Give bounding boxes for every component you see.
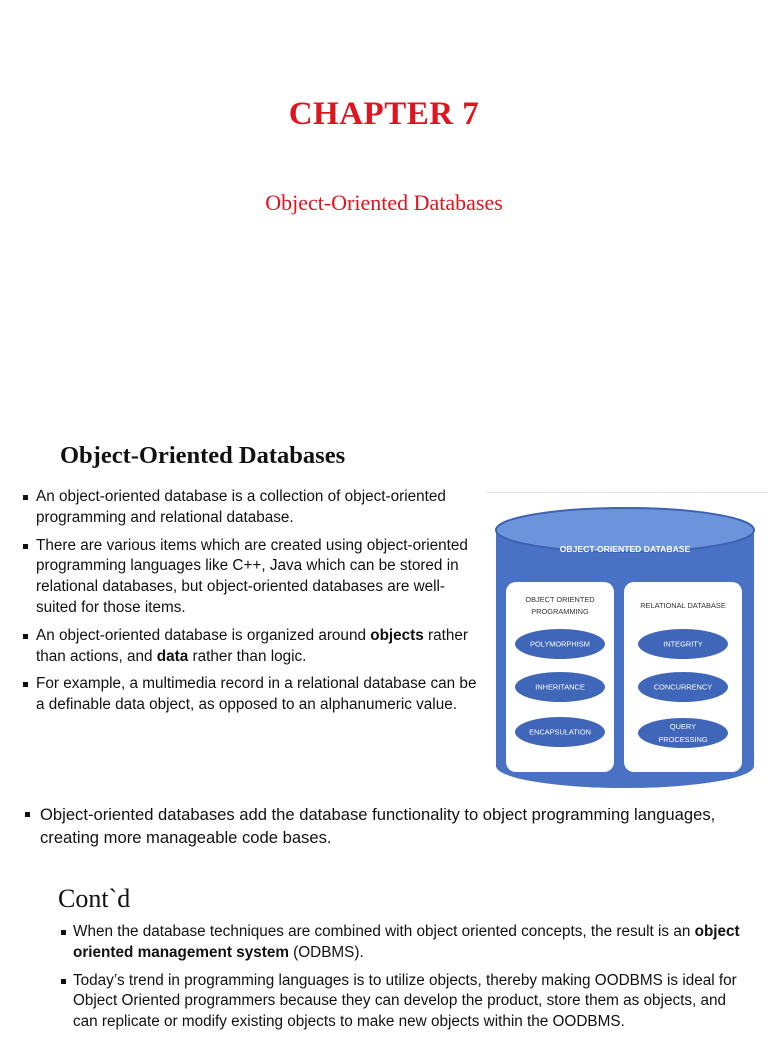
right-panel-header: [640, 601, 726, 610]
bullet-text: (ODBMS).: [288, 943, 364, 961]
footer-bullet: Object-oriented databases add the database functionality to object programming languages, creating more manageable code bases.: [22, 803, 752, 849]
bullet-text: Today’s trend in programming languages is to utilize objects, thereby making OODBMS is ideal for Object Oriented programmers because they can develop the product, store them as objects, and can replicate or modify existing objects to make new objects within the OODBMS.: [73, 971, 737, 1031]
concept-label-line: INHERITANCE: [535, 682, 585, 692]
concept-label: [654, 683, 712, 692]
right-pill-group: [638, 629, 728, 748]
bold-term: object oriented management system: [73, 923, 740, 961]
bullet-item: [22, 536, 482, 619]
slide-title-contd: Cont`d: [58, 884, 131, 913]
header-line: OBJECT ORIENTED: [525, 595, 595, 604]
concept-label: [530, 640, 590, 649]
diagram-title: OBJECT-ORIENTED DATABASE: [559, 544, 691, 554]
concept-label-line: INTEGRITY: [663, 639, 703, 649]
bullet-item: [22, 674, 482, 716]
left-pill-group: [515, 629, 605, 747]
bullet-text: An object-oriented database is a collection of object-oriented programming and relational database.: [36, 488, 446, 526]
chapter-title: CHAPTER 7: [288, 96, 480, 132]
concept-label: [529, 728, 591, 737]
header-line: RELATIONAL DATABASE: [640, 601, 726, 610]
concept-label-line: ENCAPSULATION: [529, 727, 591, 737]
slide-title: Object-Oriented Databases: [60, 442, 346, 469]
concept-label-line: POLYMORPHISM: [530, 639, 590, 649]
bullet-text: rather than actions, and: [36, 626, 468, 665]
bullet-item: [60, 922, 750, 964]
chapter-subtitle: Object-Oriented Databases: [265, 190, 503, 215]
bold-term: data: [156, 647, 189, 665]
bullet-list-contd: [60, 922, 750, 1040]
concept-label: [535, 683, 585, 692]
concept-label-line: CONCURRENCY: [653, 682, 713, 692]
bullet-item: [22, 626, 482, 668]
bullet-list: [22, 487, 482, 723]
bullet-text: When the database techniques are combined with object oriented concepts, the result is an: [73, 923, 695, 940]
concept-label: [663, 640, 702, 649]
bold-term: objects: [370, 626, 424, 644]
bullet-text: For example, a multimedia record in a relational database can be a definable data object, as opposed to an alphanumeric value.: [36, 675, 477, 714]
concept-label-line: PROCESSING: [658, 735, 708, 745]
concept-label-line: QUERY: [669, 722, 697, 732]
bullet-text: There are various items which are created using object-oriented programming languages like C++, Java which can be stored in relational databases, but object-oriented databases are well-suited for those items.: [36, 536, 468, 616]
bullet-text: An object-oriented database is organized around: [36, 626, 371, 644]
diagram-divider: [486, 492, 768, 493]
bullet-text: rather than logic.: [188, 647, 307, 665]
header-line: PROGRAMMING: [531, 607, 589, 616]
object-oriented-database-diagram: [492, 504, 758, 790]
bullet-item: [22, 487, 482, 529]
